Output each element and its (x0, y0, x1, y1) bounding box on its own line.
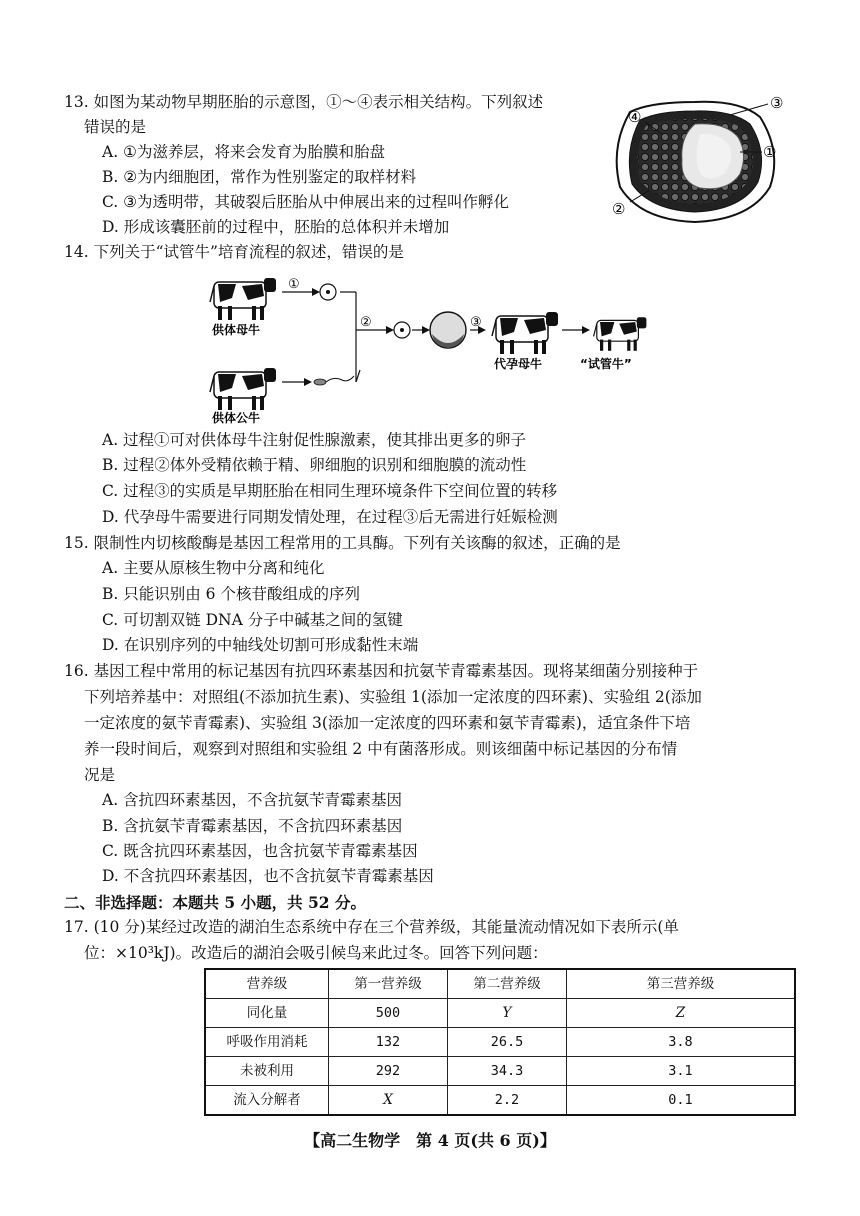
surrogate-label: 代孕母牛 (494, 357, 543, 371)
q13-stem-line2: 错误的是 (84, 118, 147, 136)
table-cell: 同化量 (205, 999, 329, 1028)
q16-option-a: A. 含抗四环素基因，不含抗氨苄青霉素基因 (102, 791, 403, 809)
step-2-label: ② (360, 315, 372, 330)
donor-male-label: 供体公牛 (212, 411, 261, 425)
q14-option-b: B. 过程②体外受精依赖于精、卵细胞的识别和细胞膜的流动性 (102, 456, 527, 474)
q16-option-c: C. 既含抗四环素基因，也含抗氨苄青霉素基因 (102, 842, 418, 860)
q16-option-b: B. 含抗氨苄青霉素基因，不含抗四环素基因 (102, 817, 403, 835)
table-header-row (205, 969, 795, 999)
table-cell: 26.5 (448, 1028, 567, 1057)
sperm-icon (314, 379, 326, 385)
q14-stem: 14. 下列关于“试管牛”培育流程的叙述，错误的是 (64, 243, 404, 261)
surrogate-cow-icon (492, 312, 558, 354)
q16-option-d: D. 不含抗四环素基因，也不含抗氨苄青霉素基因 (102, 867, 434, 885)
q15-stem: 15. 限制性内切核酸酶是基因工程常用的工具酶。下列有关该酶的叙述，正确的是 (64, 534, 621, 552)
table-cell: Z (567, 999, 796, 1028)
table-cell: 未被利用 (205, 1057, 329, 1086)
table-cell: X (329, 1086, 448, 1116)
q16-stem-line4: 养一段时间后，观察到对照组和实验组 2 中有菌落形成。则该细菌中标记基因的分布情 (84, 740, 678, 758)
table-cell: 500 (329, 999, 448, 1028)
blastocyst-icon (430, 312, 466, 348)
q14-option-c: C. 过程③的实质是早期胚胎在相同生理环境条件下空间位置的转移 (102, 482, 558, 500)
embryo-label-3: ③ (770, 94, 784, 112)
energy-flow-table (204, 968, 796, 1116)
q17-stem-line2: 位：×10³kJ)。改造后的湖泊会吸引候鸟来此过冬。回答下列问题： (84, 944, 548, 962)
q14-option-a: A. 过程①可对供体母牛注射促性腺激素，使其排出更多的卵子 (102, 431, 527, 449)
q17-stem-line1: 17. (10 分)某经过改造的湖泊生态系统中存在三个营养级，其能量流动情况如下表所示(单 (64, 918, 679, 936)
table-cell: 0.1 (567, 1086, 796, 1116)
table-cell: 流入分解者 (205, 1086, 329, 1116)
table-cell: 132 (329, 1028, 448, 1057)
donor-female-label: 供体母牛 (212, 323, 261, 337)
table-row (205, 1086, 795, 1116)
q15-option-d: D. 在识别序列的中轴线处切割可形成黏性末端 (102, 636, 419, 654)
table-cell: 292 (329, 1057, 448, 1086)
table-row (205, 1057, 795, 1086)
table-header-cell: 第三营养级 (567, 969, 796, 999)
test-tube-calf-icon (594, 317, 647, 351)
ivf-flow-figure (200, 268, 680, 428)
q13-stem-line1: 13. 如图为某动物早期胚胎的示意图，①～④表示相关结构。下列叙述 (64, 93, 544, 111)
step-1-label: ① (288, 277, 300, 292)
q13-option-b: B. ②为内细胞团，常作为性别鉴定的取样材料 (102, 168, 417, 186)
q13-option-d: D. 形成该囊胚前的过程中，胚胎的总体积并未增加 (102, 218, 450, 236)
q16-stem-line5: 况是 (84, 766, 116, 784)
table-cell: 2.2 (448, 1086, 567, 1116)
embryo-label-2: ② (612, 200, 626, 218)
q14-option-d: D. 代孕母牛需要进行同期发情处理，在过程③后无需进行妊娠检测 (102, 508, 558, 526)
q15-option-c: C. 可切割双链 DNA 分子中碱基之间的氢键 (102, 611, 403, 629)
donor-male-cow-icon (210, 368, 276, 410)
table-header-cell: 营养级 (205, 969, 329, 999)
donor-female-cow-icon (210, 278, 276, 320)
table-cell: 3.8 (567, 1028, 796, 1057)
q15-option-a: A. 主要从原核生物中分离和纯化 (102, 559, 325, 577)
embryo-figure (600, 92, 790, 227)
page-footer: 【高二生物学 第 4 页(共 6 页)】 (304, 1131, 556, 1150)
test-tube-calf-label: “试管牛” (580, 357, 632, 371)
embryo-label-4: ④ (628, 108, 642, 126)
table-cell: 3.1 (567, 1057, 796, 1086)
q15-option-b: B. 只能识别由 6 个核苷酸组成的序列 (102, 585, 360, 603)
table-header-cell: 第二营养级 (448, 969, 567, 999)
embryo-label-1: ① (763, 143, 777, 161)
q16-stem-line1: 16. 基因工程中常用的标记基因有抗四环素基因和抗氨苄青霉素基因。现将某细菌分别接种于 (64, 662, 699, 680)
step-3-label: ③ (470, 315, 482, 330)
q13-option-a: A. ①为滋养层，将来会发育为胎膜和胎盘 (102, 143, 385, 161)
table-cell: 呼吸作用消耗 (205, 1028, 329, 1057)
table-cell: Y (448, 999, 567, 1028)
table-cell: 34.3 (448, 1057, 567, 1086)
q13-option-c: C. ③为透明带，其破裂后胚胎从中伸展出来的过程叫作孵化 (102, 193, 510, 211)
table-row (205, 999, 795, 1028)
q16-stem-line3: 一定浓度的氨苄青霉素)、实验组 3(添加一定浓度的四环素和氨苄青霉素)，适宜条件下培 (84, 714, 691, 732)
table-row (205, 1028, 795, 1057)
q16-stem-line2: 下列培养基中：对照组(不添加抗生素)、实验组 1(添加一定浓度的四环素)、实验组 2(添加 (84, 688, 702, 706)
table-header-cell: 第一营养级 (329, 969, 448, 999)
section-2-heading: 二、非选择题：本题共 5 小题，共 52 分。 (64, 893, 366, 912)
